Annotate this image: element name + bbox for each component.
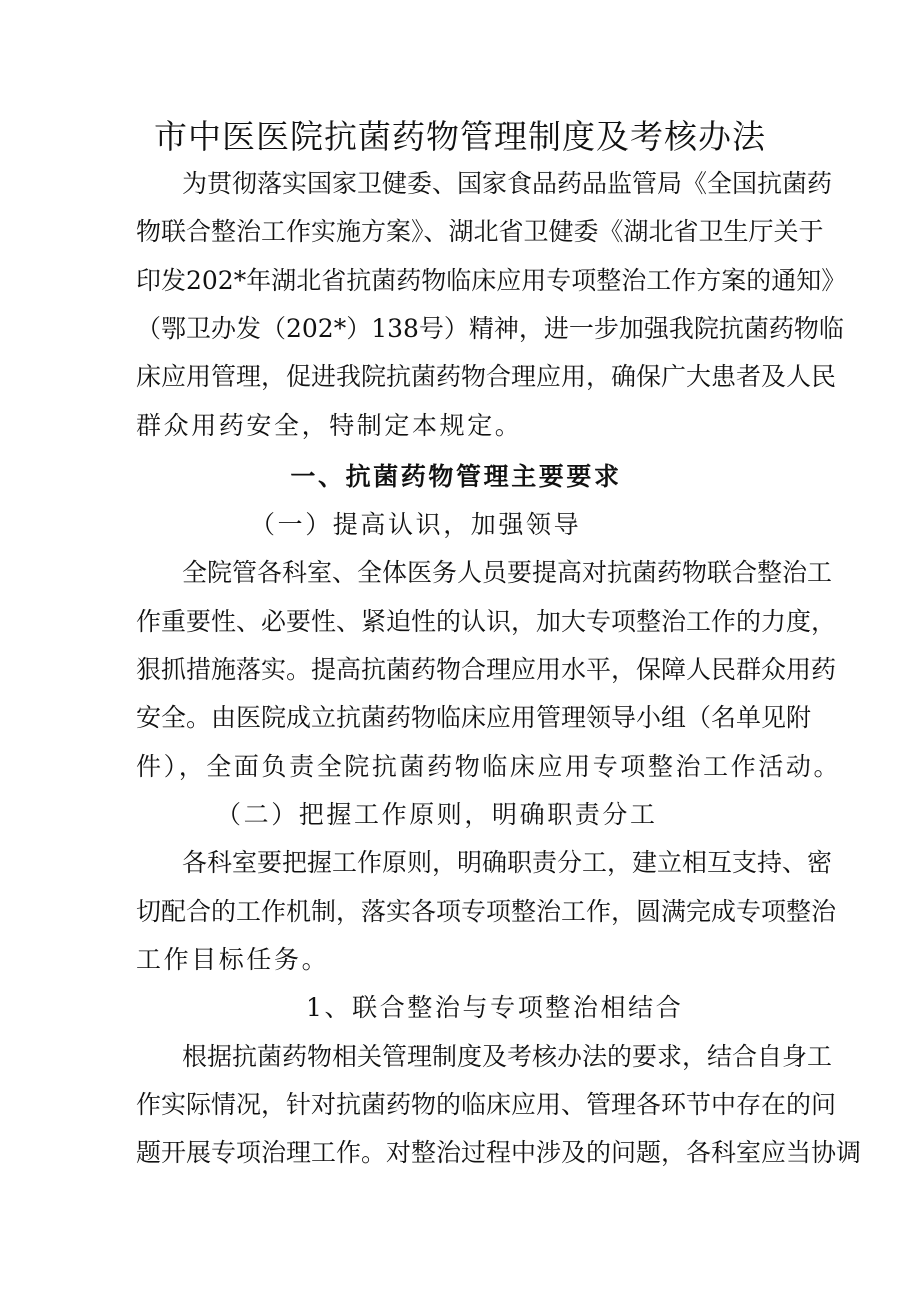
paragraph-line: 件），全面负责全院抗菌药物临床应用专项整治工作活动。 [136,752,842,781]
intro-line: 印发202*年湖北省抗菌药物临床应用专项整治工作方案的通知》 [136,266,847,295]
paragraph-line: 根据抗菌药物相关管理制度及考核办法的要求，结合自身工 [182,1042,833,1071]
subsection-heading: （二）把握工作原则，明确职责分工 [216,800,658,829]
item-heading: 1、联合整治与专项整治相结合 [306,993,684,1022]
intro-line: 物联合整治工作实施方案》、湖北省卫健委《湖北省卫生厅关于 [136,217,824,246]
intro-line: 为贯彻落实国家卫健委、国家食品药品监管局《全国抗菌药 [182,169,833,198]
intro-line: 床应用管理，促进我院抗菌药物合理应用，确保广大患者及人民 [136,362,837,391]
paragraph-line: 作实际情况，针对抗菌药物的临床应用、管理各环节中存在的问 [136,1090,837,1119]
paragraph-line: 狠抓措施落实。提高抗菌药物合理应用水平，保障人民群众用药 [136,655,837,684]
intro-line: 群众用药安全，特制定本规定。 [136,411,523,440]
paragraph-line: 工作目标任务。 [136,945,330,974]
paragraph-line: 安全。由医院成立抗菌药物临床应用管理领导小组（名单见附 [136,703,812,732]
section-heading: 一、抗菌药物管理主要要求 [290,462,622,491]
subsection-heading: （一）提高认识，加强领导 [250,510,582,539]
paragraph-line: 切配合的工作机制，落实各项专项整治工作，圆满完成专项整治 [136,897,837,926]
paragraph-line: 全院管各科室、全体医务人员要提高对抗菌药物联合整治工 [182,558,833,587]
paragraph-line: 作重要性、必要性、紧迫性的认识，加大专项整治工作的力度， [136,607,837,636]
paragraph-line: 题开展专项治理工作。对整治过程中涉及的问题，各科室应当协调 [136,1138,862,1167]
intro-line: （鄂卫办发（202*）138号）精神，进一步加强我院抗菌药物临 [136,314,844,343]
paragraph-line: 各科室要把握工作原则，明确职责分工，建立相互支持、密 [182,848,833,877]
document-title: 市中医医院抗菌药物管理制度及考核办法 [154,117,766,156]
